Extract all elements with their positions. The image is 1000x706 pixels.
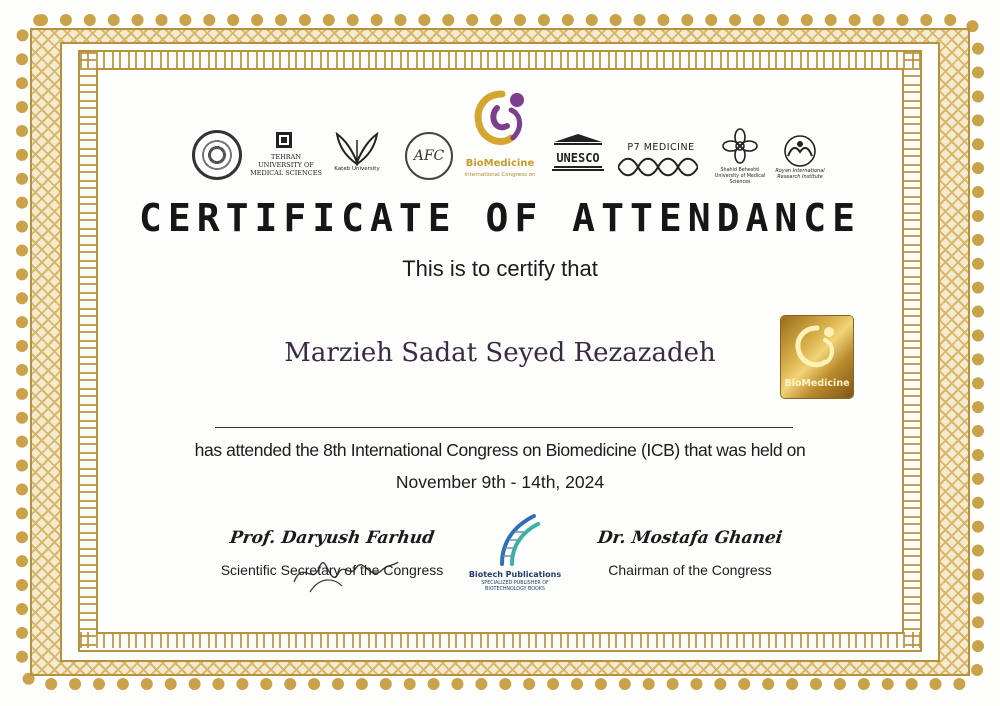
- unesco-label: UNESCO: [556, 151, 600, 165]
- right-signatory-name: Dr. Mostafa Ghanei: [596, 528, 784, 548]
- shahid-beheshti-flower-icon: [722, 128, 758, 164]
- attendance-statement: has attended the 8th International Congress on Biomedicine (ICB) that was held on: [194, 440, 806, 460]
- biomedicine-logo-icon: [467, 86, 537, 156]
- kateb-leaf-icon: [335, 132, 379, 166]
- biomedicine-logo-subtitle: International Congress on: [464, 172, 536, 178]
- tums-logo-text: TEHRAN UNIVERSITY OF MEDICAL SCIENCES: [250, 153, 322, 177]
- biotech-publications-logo-icon: [490, 512, 542, 568]
- hologram-logo-icon: [787, 322, 847, 372]
- congress-dates: November 9th - 14th, 2024: [395, 472, 605, 492]
- recipient-underline: [215, 427, 793, 428]
- unesco-temple-icon: [550, 132, 606, 172]
- royan-logo-text: Royan International Research Institute: [775, 168, 825, 180]
- certificate-title: CERTIFICATE OF ATTENDANCE: [139, 196, 861, 240]
- certify-line: This is to certify that: [402, 256, 598, 281]
- dna-helix-icon: [618, 156, 698, 178]
- p7-medicine-label: P7 MEDICINE: [627, 142, 695, 153]
- afc-logo-text: AFC: [413, 148, 445, 164]
- hologram-label: BioMedicine: [784, 378, 850, 389]
- kateb-logo-text: Kateb University: [334, 166, 380, 172]
- recipient-name: Marzieh Sadat Seyed Rezazadeh: [284, 338, 716, 368]
- shahid-beheshti-text: Shahid Beheshti University of Medical Sciences: [714, 168, 766, 185]
- left-signatory-role: Scientific Secretary of the Congress: [220, 562, 444, 578]
- tums-logo-icon: [276, 132, 292, 148]
- publisher-tagline: SPECIALIZED PUBLISHER OF BIOTECHNOLOGY BOOKS: [481, 581, 549, 592]
- hologram-sticker: [781, 316, 853, 398]
- biomedicine-logo-name: BioMedicine: [465, 158, 535, 169]
- left-signatory-name: Prof. Daryush Farhud: [228, 528, 436, 548]
- royan-logo-icon: [778, 134, 822, 168]
- publisher-name: Biotech Publications: [468, 570, 562, 579]
- university-seal-icon: [192, 130, 242, 180]
- right-signatory-role: Chairman of the Congress: [608, 562, 772, 578]
